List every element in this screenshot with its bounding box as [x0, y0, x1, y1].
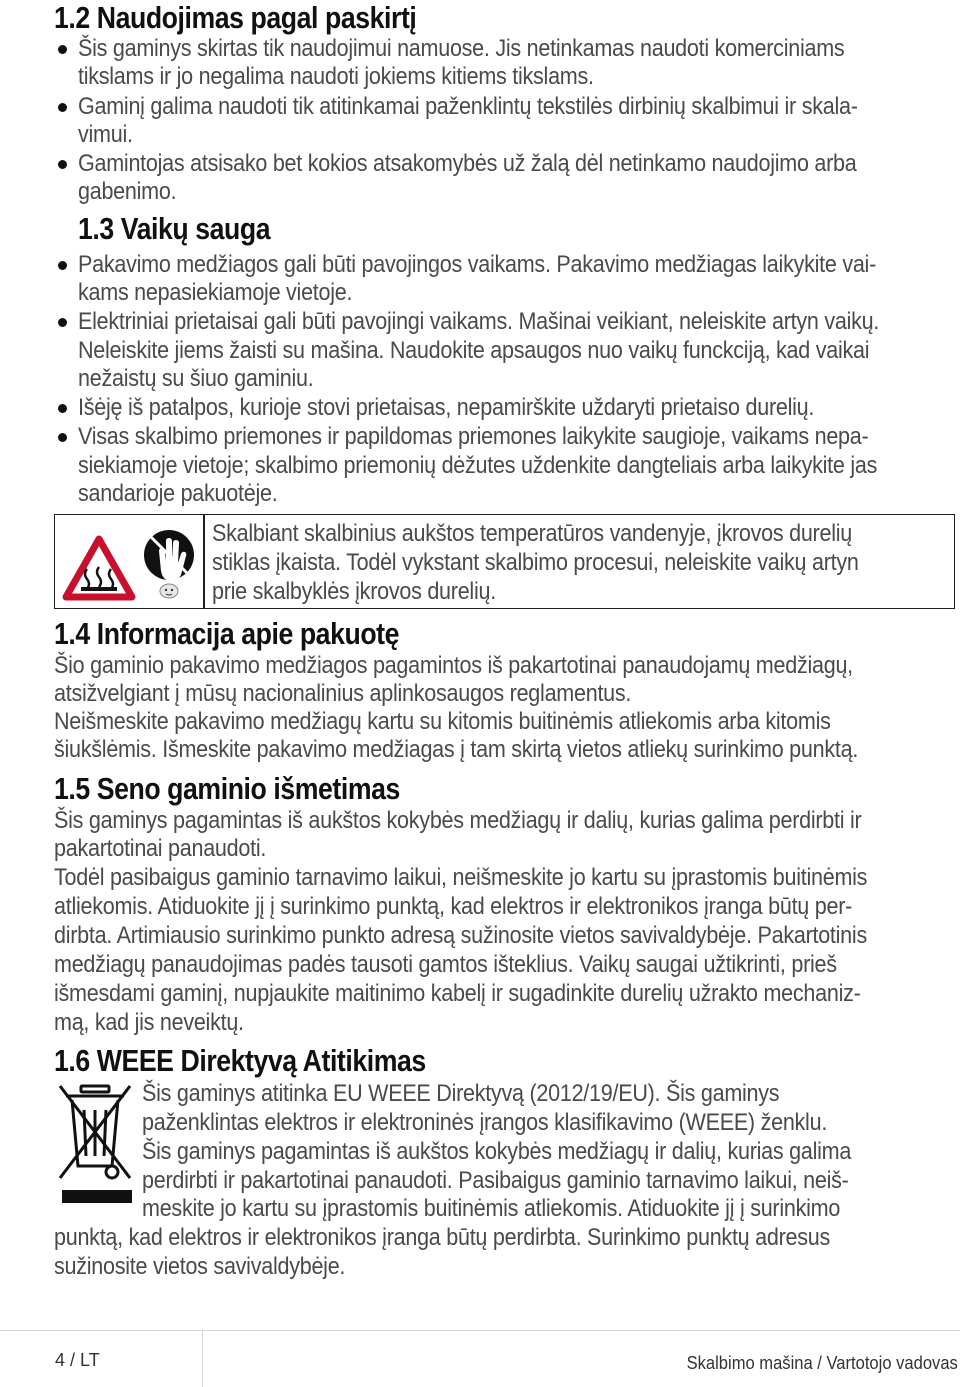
text-line: Gamintojas atsisako bet kokios atsakomybės už žalą dėl netinkamo naudojimo arba [78, 150, 857, 177]
text-line: tikslams ir jo negalima naudoti jokiems kitiems tikslams. [78, 63, 594, 90]
warning-text-line: Skalbiant skalbinius aukštos temperatūros vandenyje, įkrovos durelių [212, 520, 852, 547]
heading-weee: 1.6 WEEE Direktyvą Atitikimas [54, 1043, 426, 1078]
bullet [58, 404, 67, 413]
text-line: Pakavimo medžiagos gali būti pavojingos vaikams. Pakavimo medžiagas laikykite vai- [78, 251, 877, 278]
heading-packaging-info: 1.4 Informacija apie pakuotę [54, 616, 400, 651]
bullet [58, 318, 67, 327]
bullet [58, 160, 67, 169]
heading-intended-use: 1.2 Naudojimas pagal paskirtį [54, 0, 417, 35]
heading-disposal: 1.5 Seno gaminio išmetimas [54, 771, 400, 806]
text-line: siekiamoje vietoje; skalbimo priemonių dėžutes uždenkite dangteliais arba laikykite jas [78, 452, 878, 479]
text-line: Neišmeskite pakavimo medžiagų kartu su kitomis buitinėmis atliekomis arba kitomis [54, 708, 831, 735]
weee-crossed-bin-icon [54, 1080, 136, 1210]
text-line: perdirbti ir pakartotinai panaudoti. Pasibaigus gaminio tarnavimo laikui, neiš- [142, 1167, 849, 1194]
text-line: meskite jo kartu su įprastomis buitinėmis atliekomis. Atiduokite jį į surinkimo [142, 1195, 841, 1222]
bullet [58, 45, 67, 54]
text-line: sužinosite vietos savivaldybėje. [54, 1253, 346, 1280]
bullet [58, 433, 67, 442]
text-line: Šis gaminys skirtas tik naudojimui namuose. Jis netinkamas naudoti komerciniams [78, 35, 845, 62]
text-line: Neleiskite jiems žaisti su mašina. Naudokite apsaugos nuo vaikų funckciją, kad vaikai [78, 337, 870, 364]
text-line: medžiagų panaudojimas padės tausoti gamtos išteklius. Vaikų saugai užtikrinti, prieš [54, 951, 837, 978]
warning-box-divider [203, 515, 205, 608]
text-line: Šis gaminys atitinka EU WEEE Direktyvą (2012/19/EU). Šis gaminys [142, 1080, 780, 1107]
heading-child-safety: 1.3 Vaikų sauga [78, 211, 271, 246]
bullet [58, 103, 67, 112]
text-line: šiukšlėmis. Išmeskite pakavimo medžiagas į tam skirtą vietos atliekų surinkimo punktą. [54, 736, 859, 763]
text-line: Todėl pasibaigus gaminio tarnavimo laikui, neišmeskite jo kartu su įprastomis buitinėmis [54, 864, 868, 891]
text-line: Šio gaminio pakavimo medžiagos pagamintos iš pakartotinai panaudojamų medžiagų, [54, 652, 853, 679]
text-line: atliekomis. Atiduokite jį į surinkimo punktą, kad elektros ir elektronikos įranga būtų per- [54, 893, 853, 920]
hot-surface-warning-icon [61, 523, 137, 603]
text-line: Gaminį galima naudoti tik atitinkamai paženklintų tekstilės dirbinių skalbimui ir skala- [78, 93, 858, 120]
no-children-hand-icon [141, 521, 197, 601]
footer-rule [0, 1330, 960, 1331]
text-line: sandarioje pakuotėje. [78, 480, 278, 507]
text-line: vimui. [78, 121, 133, 148]
page-number: 4 / LT [55, 1350, 100, 1370]
text-line: Šis gaminys pagamintas iš aukštos kokybės medžiagų ir dalių, kurias galima [142, 1138, 852, 1165]
text-line: pakartotinai panaudoti. [54, 835, 267, 862]
text-line: dirbta. Artimiausio surinkimo punkto adresą sužinosite vietos savivaldybėje. Pakartotinis [54, 922, 867, 949]
text-line: Šis gaminys pagamintas iš aukštos kokybės medžiagų ir dalių, kurias galima perdirbti ir [54, 807, 862, 834]
warning-text-line: prie skalbyklės įkrovos durelių. [212, 578, 496, 605]
text-line: išmesdami gaminį, nupjaukite maitinimo kabelį ir sugadinkite durelių užrakto mechaniz- [54, 980, 861, 1007]
text-line: gabenimo. [78, 178, 177, 205]
text-line: punktą, kad elektros ir elektronikos įranga būtų perdirbta. Surinkimo punktų adresus [54, 1224, 830, 1251]
text-line: mą, kad jis neveiktų. [54, 1009, 244, 1036]
warning-text-line: stiklas įkaista. Todėl vykstant skalbimo procesui, neleiskite vaikų artyn [212, 549, 859, 576]
text-line: atsižvelgiant į mūsų nacionalinius aplinkosaugos reglamentus. [54, 680, 632, 707]
text-line: paženklintas elektros ir elektroninės įrangos klasifikavimo (WEEE) ženklu. [142, 1109, 828, 1136]
footer-title: Skalbimo mašina / Vartotojo vadovas [686, 1353, 958, 1373]
text-line: Visas skalbimo priemones ir papildomas priemones laikykite saugioje, vaikams nepa- [78, 423, 869, 450]
text-line: Elektriniai prietaisai gali būti pavojingi vaikams. Mašinai veikiant, neleiskite artyn vaikų. [78, 308, 880, 335]
text-line: Išėję iš patalpos, kurioje stovi prietaisas, nepamirškite uždaryti prietaiso durelių. [78, 394, 815, 421]
text-line: kams nepasiekiamoje vietoje. [78, 279, 353, 306]
footer-divider [202, 1330, 203, 1387]
bullet [58, 261, 67, 270]
text-line: nežaistų su šiuo gaminiu. [78, 365, 314, 392]
